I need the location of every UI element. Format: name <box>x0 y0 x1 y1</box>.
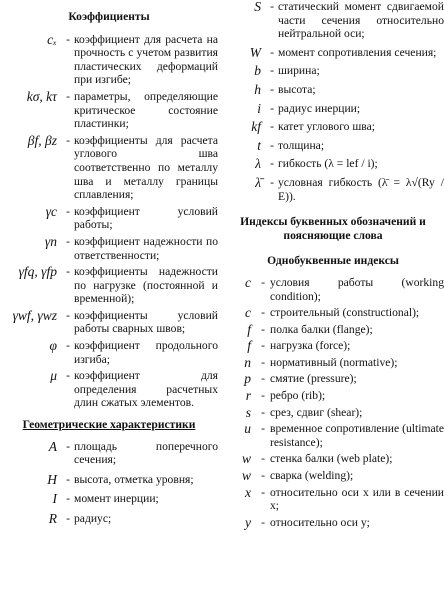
coefficients-list <box>0 33 218 410</box>
dash-separator: - <box>66 265 70 279</box>
description: ребро (rib); <box>270 389 326 403</box>
dash-separator: - <box>261 469 265 483</box>
symbol: R <box>48 511 57 526</box>
geometric-list-continued <box>222 0 444 203</box>
description: коэффициент для определения расчетных длин сжатых элементов. <box>74 369 218 410</box>
dash-separator: - <box>270 138 274 152</box>
dash-separator: - <box>66 32 70 46</box>
dash-separator: - <box>66 89 70 103</box>
dash-separator: - <box>66 369 70 383</box>
symbol: kf <box>251 119 261 135</box>
index-entry <box>222 356 444 370</box>
geometric-entry <box>0 512 218 526</box>
symbol: I <box>52 491 57 507</box>
description: коэффициенты условий работы сварных швов; <box>74 308 218 336</box>
description: относительно оси x или в сечении x; <box>270 485 444 513</box>
dash-separator: - <box>66 308 70 322</box>
index-entry <box>222 469 444 483</box>
description: момент сопротивления сечения; <box>278 45 437 59</box>
description: толщина; <box>278 138 325 152</box>
description: гибкость (λ = lef / i); <box>278 157 378 171</box>
index-entry <box>222 516 444 530</box>
symbol: H <box>47 471 57 487</box>
description: срез, сдвиг (shear); <box>270 405 363 419</box>
description: нормативный (normative); <box>270 355 398 369</box>
dash-separator: - <box>261 389 265 403</box>
description: строительный (constructional); <box>270 306 420 320</box>
dash-separator: - <box>261 452 265 466</box>
single-letter-heading: Однобуквенные индексы <box>267 254 399 268</box>
dash-separator: - <box>261 515 265 529</box>
dash-separator: - <box>261 339 265 353</box>
symbol: t <box>257 137 261 153</box>
index-heading: Индексы буквенных обозначений и поясняющие слова <box>240 215 426 242</box>
description: условия работы (working condition); <box>270 275 444 303</box>
dash-separator: - <box>66 439 70 453</box>
index-entry <box>222 406 444 420</box>
description: площадь поперечного сечения; <box>74 439 218 467</box>
dash-separator: - <box>270 157 274 171</box>
dash-separator: - <box>66 133 70 147</box>
coefficient-entry <box>0 90 218 131</box>
geometric-entry <box>222 120 444 134</box>
description: параметры, определяющие критическое состояние пластинки; <box>74 89 218 131</box>
symbol: γn <box>44 233 57 249</box>
dash-separator: - <box>66 339 70 353</box>
dash-separator: - <box>270 175 274 189</box>
index-entry <box>222 372 444 386</box>
symbol: γc <box>45 203 57 219</box>
geometric-entry <box>222 157 444 171</box>
description: коэффициент для расчета на прочность с учетом развития пластических деформаций при изгибе; <box>74 32 218 87</box>
coefficient-entry <box>0 309 218 336</box>
symbol: λ̄ <box>255 174 261 190</box>
dash-separator: - <box>261 306 265 320</box>
index-entry <box>222 276 444 303</box>
coefficient-entry <box>0 235 218 262</box>
symbol: βf, βz <box>27 132 57 148</box>
symbol: u <box>244 421 251 437</box>
dash-separator: - <box>261 355 265 369</box>
dash-separator: - <box>261 485 265 499</box>
dash-separator: - <box>270 120 274 134</box>
symbol: r <box>245 388 251 404</box>
description: стенка балки (web plate); <box>270 452 393 466</box>
description: временное сопротивление (ultimate resistance); <box>270 422 444 449</box>
description: сварка (welding); <box>270 469 354 483</box>
symbol: s <box>245 404 251 420</box>
dash-separator: - <box>270 82 274 96</box>
description: высота, отметка уровня; <box>74 472 194 486</box>
index-entry <box>222 486 444 513</box>
dash-separator: - <box>261 372 265 386</box>
left-column <box>0 0 218 532</box>
dash-separator: - <box>270 101 274 115</box>
geometric-entry <box>222 64 444 78</box>
dash-separator: - <box>261 322 265 336</box>
dash-separator: - <box>261 275 265 289</box>
geometric-entry <box>222 139 444 153</box>
description: высота; <box>278 82 316 96</box>
index-entry <box>222 339 444 353</box>
symbol: μ <box>50 368 57 384</box>
description: коэффициент условий работы; <box>74 204 218 232</box>
description: полка балки (flange); <box>270 322 373 336</box>
coefficient-entry <box>0 205 218 232</box>
symbol: cₓ <box>47 31 57 47</box>
symbol: f <box>247 321 251 337</box>
coefficients-heading: Коэффициенты <box>68 10 150 23</box>
geometric-entry <box>0 473 218 487</box>
dash-separator: - <box>261 422 265 436</box>
dash-separator: - <box>66 472 70 486</box>
index-entry <box>222 323 444 337</box>
coefficient-entry <box>0 339 218 366</box>
symbol: A <box>48 438 57 454</box>
description: относительно оси y; <box>270 515 370 529</box>
symbol: φ <box>49 338 57 354</box>
index-list <box>222 276 444 530</box>
description: радиус; <box>74 512 112 525</box>
coefficient-entry <box>0 134 218 202</box>
index-entry <box>222 389 444 403</box>
coefficient-entry <box>0 33 218 87</box>
right-column <box>222 0 444 532</box>
description: радиус инерции; <box>278 101 361 115</box>
symbol: y <box>245 514 251 530</box>
symbol: x <box>245 484 251 500</box>
symbol: n <box>244 354 251 370</box>
symbol: c <box>245 274 251 290</box>
coefficient-entry <box>0 369 218 410</box>
symbol: h <box>254 81 261 97</box>
dash-separator: - <box>270 45 274 59</box>
dash-separator: - <box>270 0 274 13</box>
description: статический момент сдвигаемой части сечения относительно нейтральной оси; <box>278 0 444 41</box>
description: ширина; <box>278 64 320 78</box>
index-entry <box>222 452 444 466</box>
symbol: γfq, γfp <box>18 264 57 280</box>
description: смятие (pressure); <box>270 372 357 386</box>
dash-separator: - <box>270 64 274 78</box>
description: катет углового шва; <box>278 120 375 134</box>
index-entry <box>222 422 444 449</box>
description: коэффициенты для расчета углового шва соответственно по металлу шва и металлу границы сплавления; <box>74 133 218 202</box>
geometric-heading: Геометрические характеристики <box>22 418 196 432</box>
dash-separator: - <box>66 512 70 525</box>
description: коэффициент продольного изгиба; <box>74 339 218 366</box>
description: нагрузка (force); <box>270 339 351 353</box>
symbol: S <box>254 0 261 14</box>
geometric-entry <box>222 102 444 116</box>
dash-separator: - <box>66 492 70 506</box>
geometric-entry <box>222 176 444 203</box>
coefficient-entry <box>0 265 218 306</box>
symbol: b <box>254 63 261 79</box>
geometric-entry <box>222 83 444 97</box>
symbol: w <box>241 468 251 484</box>
geometric-entry <box>0 492 218 506</box>
symbol: γwf, γwz <box>12 307 57 323</box>
index-entry <box>222 306 444 320</box>
symbol: p <box>244 371 251 387</box>
geometric-entry <box>222 46 444 60</box>
symbol: kσ, kτ <box>26 88 57 104</box>
symbol: λ <box>255 156 261 172</box>
description: момент инерции; <box>74 492 159 506</box>
dash-separator: - <box>66 204 70 218</box>
geometric-entry <box>0 440 218 467</box>
description: коэффициенты надежности по нагрузке (постоянной и временной); <box>74 265 218 306</box>
symbol: i <box>257 100 261 116</box>
description: коэффициент надежности по ответственности; <box>74 234 218 262</box>
symbol: w <box>241 451 251 467</box>
symbol: W <box>249 44 261 60</box>
symbol: f <box>247 338 251 354</box>
dash-separator: - <box>66 234 70 248</box>
dash-separator: - <box>261 405 265 419</box>
geometric-entry <box>222 0 444 41</box>
geometric-list <box>0 440 218 526</box>
description: условная гибкость (λ̄ = λ√(Ry / E)). <box>278 175 444 203</box>
symbol: c <box>245 305 251 321</box>
